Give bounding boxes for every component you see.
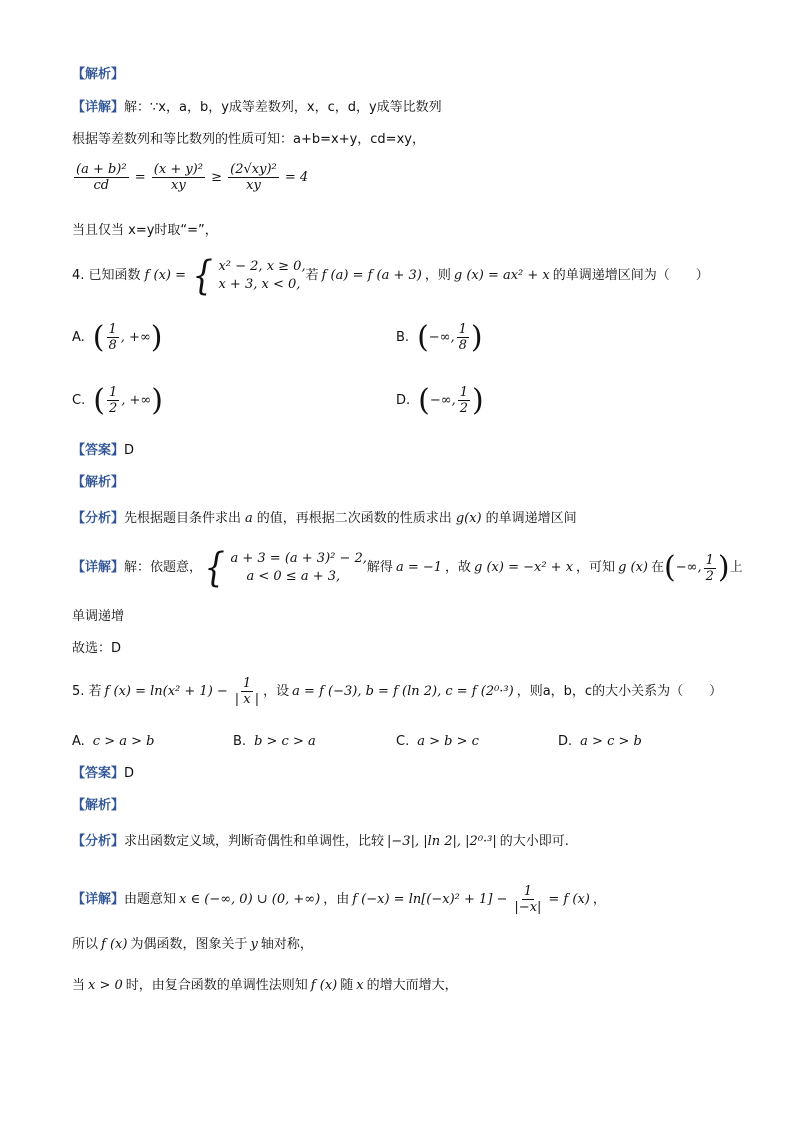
- q4-analysis-heading: [72, 474, 124, 492]
- q4-fenxi: 【分析】先根据题目条件求出 a 的值，再根据二次函数的性质求出 g(x) 的单调递增区间: [72, 511, 577, 526]
- q5-answer: 【答案】D: [72, 766, 135, 781]
- analysis-heading: [72, 66, 124, 84]
- q4-fx: f (x) =: [144, 268, 186, 283]
- q4-option-c[interactable]: C. ( $\frac{1}{2}$ , +∞ ): [72, 382, 163, 418]
- q5-option-c[interactable]: C. a > b > c: [396, 734, 479, 749]
- q4-answer: [72, 442, 134, 460]
- q4-suffix: 的单调递增区间为（ ）: [552, 268, 709, 283]
- fenxi-label: 【分析】: [72, 511, 125, 526]
- analysis-label: 【解析】: [72, 475, 125, 490]
- q4-option-d[interactable]: D. ( −∞, $\frac{1}{2}$ ): [396, 382, 484, 418]
- q5-detail: 【详解】 由题意知 x ∈ (−∞, 0) ∪ (0, +∞) ，由 f (−x) = ln[(−x)² + 1] − $\frac{1}{|-x|}$ = f (x) ，: [72, 884, 606, 915]
- q5-analysis-heading: 【解析】: [72, 798, 125, 813]
- question-5: 5. 若 f (x) = ln(x² + 1) − $\frac{1}{| x |}$ ，设 a = f (−3), b = f (ln 2), c = f (2⁰·³) ，则a，b，c的大小关系为（ ）: [72, 676, 723, 707]
- inequality-line: [72, 162, 308, 193]
- q5-option-b[interactable]: B. b > c > a: [233, 734, 316, 749]
- detail-line-q3: [72, 99, 442, 117]
- q5-even: 所以 f (x) 为偶函数，图象关于 y 轴对称，: [72, 937, 313, 952]
- q5-option-a[interactable]: A. c > a > b: [72, 734, 155, 749]
- q4-detail-line2: 单调递增: [72, 609, 125, 624]
- q5-fenxi: 【分析】求出函数定义域，判断奇偶性和单调性，比较 |−3|, |ln 2|, |2⁰·³| 的大小即可.: [72, 834, 569, 849]
- q5-monotonic: 当 x > 0 时，由复合函数的单调性法则知 f (x) 随 x 的增大而增大，: [72, 978, 458, 993]
- analysis-label: 【解析】: [72, 67, 125, 82]
- equality-condition: [72, 222, 218, 240]
- answer-value: D: [124, 443, 135, 458]
- answer-label: 【答案】: [72, 443, 125, 458]
- property-text: 根据等差数列和等比数列的性质可知：a+b=x+y，cd=xy，: [72, 132, 425, 147]
- q4-system: { a + 3 = (a + 3)² − 2, a < 0 ≤ a + 3,: [204, 545, 367, 591]
- q4-detail: 【详解】 解：依题意， { a + 3 = (a + 3)² − 2, a < 0 ≤ a + 3, 解得 a = −1 ，故 g (x) = −x² + x ，可知 g (x) 在 ( −∞, $\frac{1}{2}$ ) 上: [72, 545, 743, 591]
- ge-sign: ≥: [211, 170, 223, 185]
- q4-prefix: 4. 已知函数: [72, 268, 141, 283]
- q4-option-a[interactable]: A. ( $\frac{1}{8}$ , +∞ ): [72, 319, 163, 355]
- detail-label: 【详解】: [72, 100, 125, 115]
- q4-choose: 故选：D: [72, 641, 122, 656]
- equality-text: 当且仅当 x=y时取“=”，: [72, 223, 218, 238]
- q4-piecewise: { x² − 2, x ≥ 0, x + 3, x < 0,: [192, 253, 306, 299]
- q5-option-d[interactable]: D. a > c > b: [558, 734, 642, 749]
- fraction-3: $\frac{\text{(2√xy)²}}{xy}$: [230, 162, 277, 193]
- q4-mid2: ，则: [424, 268, 451, 283]
- fraction-2: $\frac{\text{(x + y)²}}{xy}$: [153, 162, 203, 193]
- q4-gx: g (x) = ax² + x: [453, 268, 550, 283]
- detail-label: 【详解】: [72, 560, 125, 575]
- fraction-1: $\frac{\text{(a + b)²}}{cd}$: [76, 162, 127, 193]
- property-line: [72, 131, 425, 149]
- equals-sign: =: [134, 170, 146, 185]
- result-text: = 4: [284, 170, 309, 185]
- detail-text: 解：∵x，a，b，y成等差数列，x，c，d，y成等比数列: [124, 100, 442, 115]
- question-4: [72, 253, 709, 299]
- q4-condition: f (a) = f (a + 3): [321, 268, 422, 283]
- q4-mid: 若: [305, 268, 319, 283]
- q4-option-b[interactable]: B. ( −∞, $\frac{1}{8}$ ): [396, 319, 483, 355]
